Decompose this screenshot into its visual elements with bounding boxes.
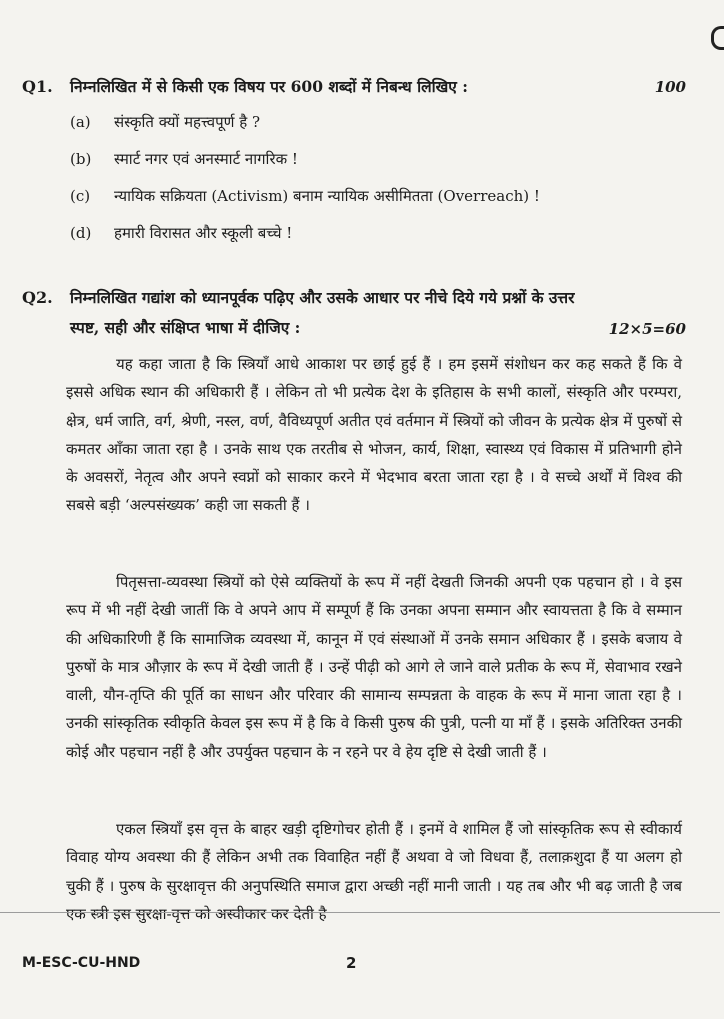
- option-label: (a): [70, 113, 91, 131]
- question-2-number: Q2.: [22, 288, 53, 307]
- question-1-option-c: [70, 186, 540, 206]
- option-label: (d): [70, 224, 92, 242]
- footer-divider: [0, 912, 720, 913]
- page-edge-mark: [711, 26, 724, 50]
- question-1-text: निम्नलिखित में से किसी एक विषय पर 600 शब्दों में निबन्ध लिखिए :: [70, 77, 468, 96]
- passage-paragraph-1: यह कहा जाता है कि स्त्रियाँ आधे आकाश पर छाई हुई हैं । हम इसमें संशोधन कर कह सकते हैं कि वे इससे अधिक स्थान की अधिकारी हैं । लेकिन तो भी प्रत्येक देश के इतिहास के सभी कालों, संस्कृति और परम्परा, क्षेत्र, धर्म जाति, वर्ग, श्रेणी, नस्ल, वर्ण, वैविध्यपूर्ण अतीत एवं वर्तमान में स्त्रियों को जीवन के प्रत्येक क्षेत्र में पुरुषों से कमतर आँका जाता रहा है । उनके साथ एक तरतीब से भोजन, कार्य, शिक्षा, स्वास्थ्य एवं विकास में प्रतिभागी होने के अवसरों, नेतृत्व और अपने स्वप्नों को साकार करने में भेदभाव बरता जाता रहा है । वे सच्चे अर्थों में विश्व की सबसे बड़ी ‘अल्पसंख्यक’ कही जा सकती हैं ।: [66, 355, 682, 515]
- question-1-option-b: [70, 149, 298, 169]
- question-1-header: [22, 72, 686, 102]
- question-2-header: [22, 283, 686, 345]
- paper-code: M-ESC-CU-HND: [22, 955, 141, 971]
- option-text: हमारी विरासत और स्कूली बच्चे !: [114, 224, 293, 242]
- question-1-number: Q1.: [22, 77, 53, 96]
- option-label: (b): [70, 150, 92, 168]
- question-1-option-d: [70, 223, 292, 243]
- question-2-marks: 12×5=60: [608, 320, 686, 338]
- option-text: संस्कृति क्यों महत्त्वपूर्ण है ?: [114, 113, 261, 131]
- option-label: (c): [70, 187, 91, 205]
- passage-paragraph-3: एकल स्त्रियाँ इस वृत्त के बाहर खड़ी दृष्टिगोचर होती हैं । इनमें वे शामिल हैं जो सांस्कृतिक रूप से स्वीकार्य विवाह योग्य अवस्था की हैं लेकिन अभी तक विवाहित नहीं हैं अथवा वे जो विधवा हैं, तलाक़शुदा हैं या अलग हो चुकी हैं । पुरुष के सुरक्षावृत्त की अनुपस्थिति समाज द्वारा अच्छी नहीं मानी जाती । यह तब और भी बढ़ जाती है जब एक स्त्री इस सुरक्षा-वृत्त को अस्वीकार कर देती है: [66, 820, 682, 923]
- question-1-option-a: [70, 112, 260, 132]
- question-1-marks: 100: [654, 78, 686, 96]
- option-text: न्यायिक सक्रियता (Activism) बनाम न्यायिक असीमितता (Overreach) !: [114, 187, 540, 205]
- passage-paragraph-2: पितृसत्ता-व्यवस्था स्त्रियों को ऐसे व्यक्तियों के रूप में नहीं देखती जिनकी अपनी एक पहचान हो । वे इस रूप में भी नहीं देखी जातीं कि वे अपने आप में सम्पूर्ण हैं कि उनका अपना सम्मान और स्वायत्तता है कि वे सम्मान की अधिकारिणी हैं कि सामाजिक व्यवस्था में, कानून में एवं संस्थाओं में उनके समान अधिकार हैं । इसके बजाय वे पुरुषों के मात्र औज़ार के रूप में देखी जाती हैं । उन्हें पीढ़ी को आगे ले जाने वाले प्रतीक के रूप में, सेवाभाव रखने वाली, यौन-तृप्ति की पूर्ति का साधन और परिवार की सामान्य सम्पन्नता के वाहक के रूप में माना जाता रहा है । उनकी सांस्कृतिक स्वीकृति केवल इस रूप में है कि वे किसी पुरुष की पुत्री, पत्नी या माँ हैं । इसके अतिरिक्त उनकी कोई और पहचान नहीं है और उपर्युक्त पहचान के न रहने पर वे हेय दृष्टि से देखी जाती हैं ।: [66, 573, 682, 761]
- question-2-text: निम्नलिखित गद्यांश को ध्यानपूर्वक पढ़िए और उसके आधार पर नीचे दिये गये प्रश्नों के उत्तर स्पष्ट, सही और संक्षिप्त भाषा में दीजिए :: [70, 288, 575, 337]
- page-number: 2: [346, 954, 357, 972]
- option-text: स्मार्ट नगर एवं अनस्मार्ट नागरिक !: [114, 150, 298, 168]
